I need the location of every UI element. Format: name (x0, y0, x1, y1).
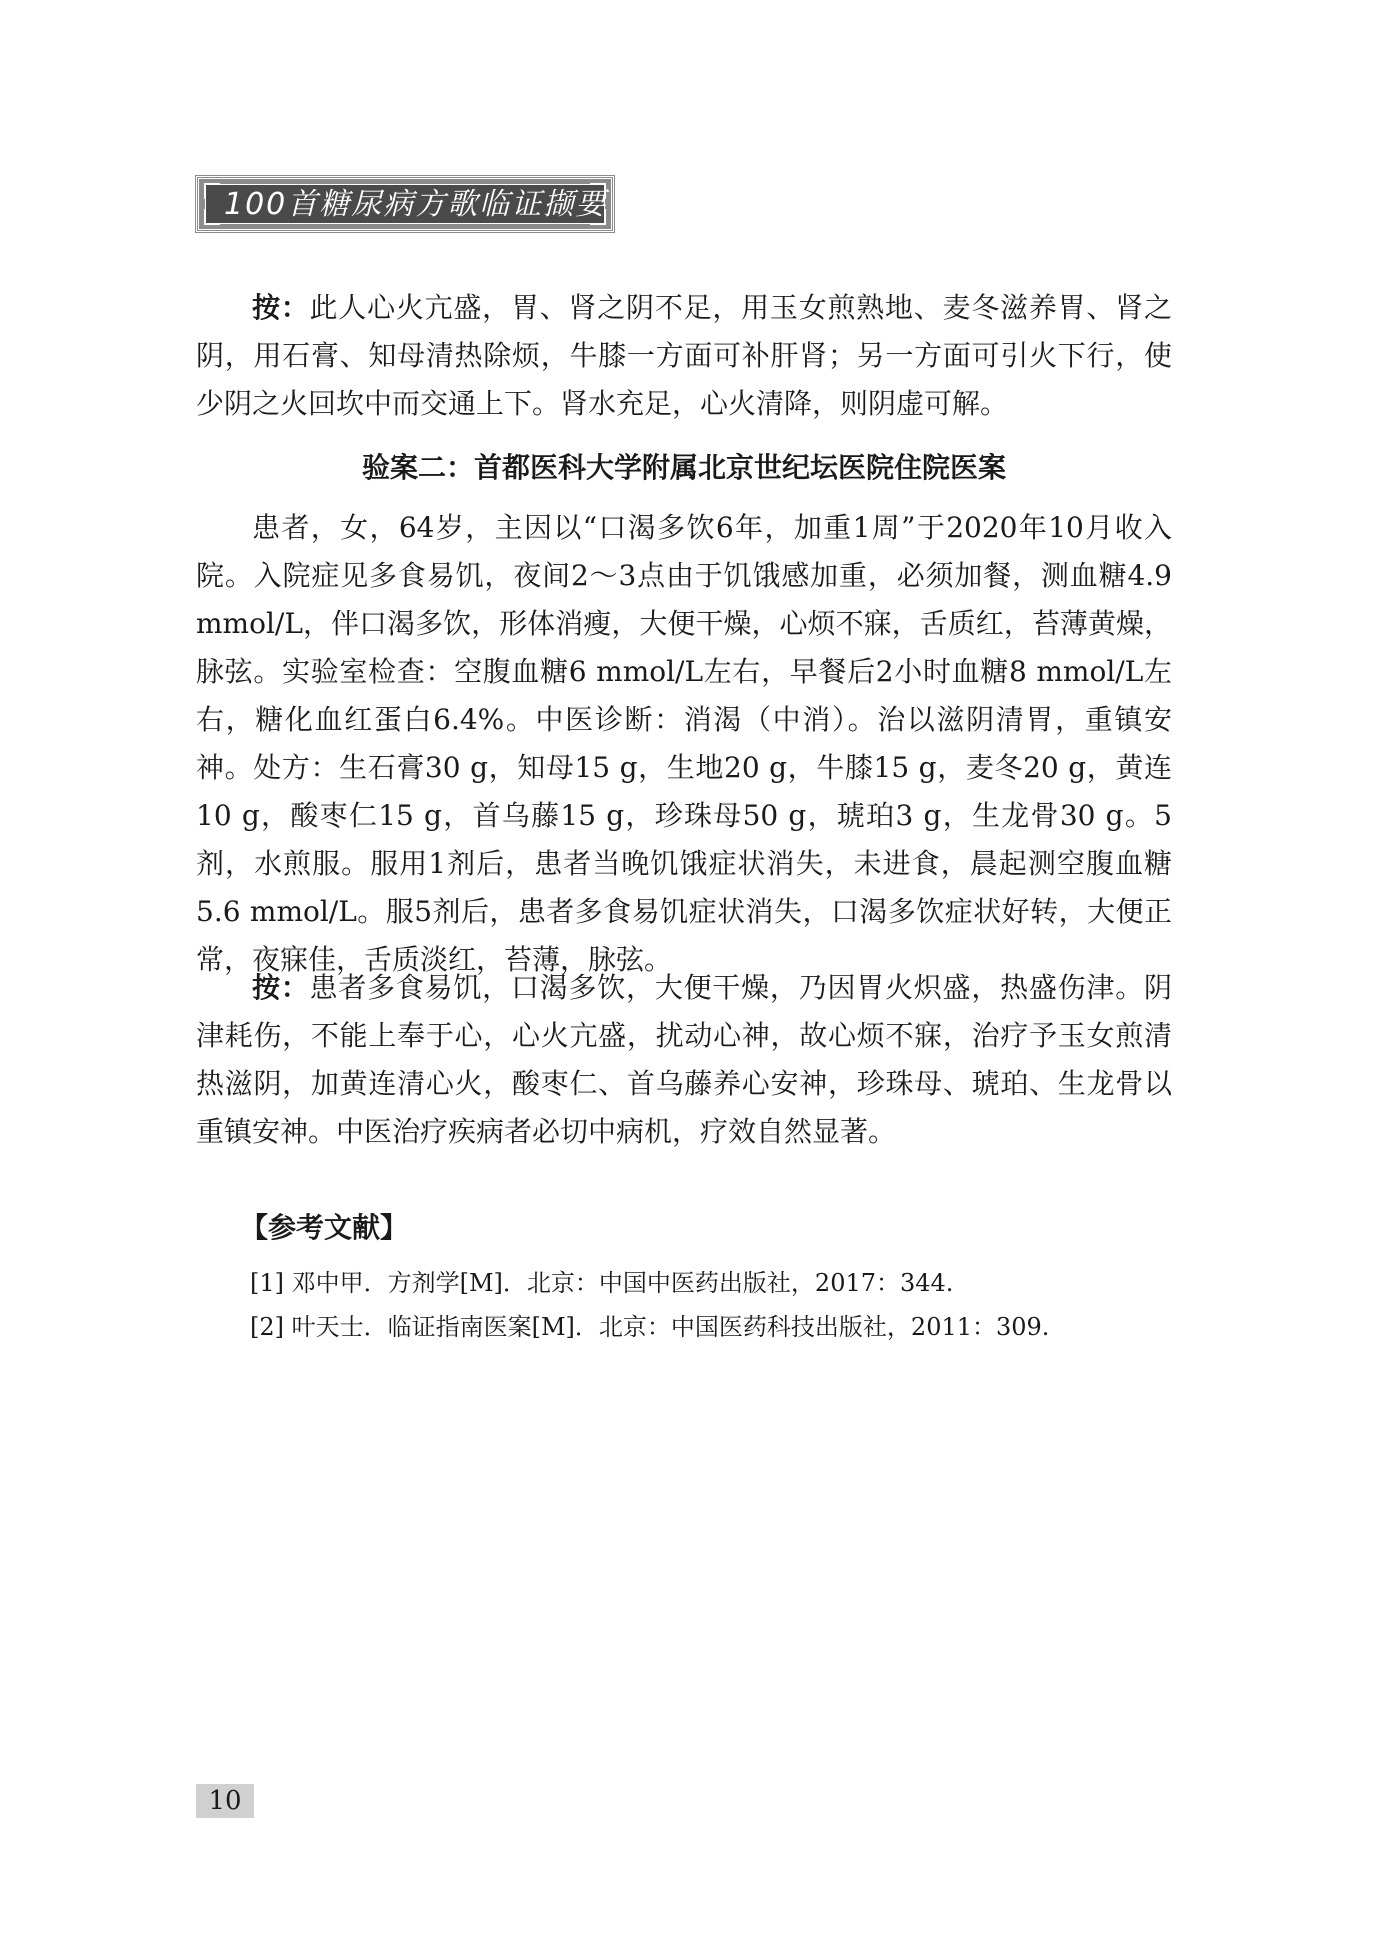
case-paragraph: 患者，女，64岁，主因以“口渴多饮6年，加重1周”于2020年10月收入院。入院症见多食易饥，夜间2～3点由于饥饿感加重，必须加餐，测血糖4.9 mmol/L，伴口渴多饮，形体消瘦，大便干燥，心烦不寐，舌质红，苔薄黄燥，脉弦。实验室检查：空腹血糖6 mmol/L左右，早餐后2小时血糖8 mmol/L左右，糖化血红蛋白6.4%。中医诊断：消渴（中消）。治以滋阴清胃，重镇安神。处方：生石膏30 g，知母15 g，生地20 g，牛膝15 g，麦冬20 g，黄连10 g，酸枣仁15 g，首乌藤15 g，珍珠母50 g，琥珀3 g，生龙骨30 g。5剂，水煎服。服用1剂后，患者当晚饥饿症状消失，未进食，晨起测空腹血糖5.6 mmol/L。服5剂后，患者多食易饥症状消失，口渴多饮症状好转，大便正常，夜寐佳，舌质淡红，苔薄，脉弦。 (196, 511, 1172, 976)
running-header-title: 100首糖尿病方歌临证撷要 (224, 187, 608, 222)
case-heading: 验案二：首都医科大学附属北京世纪坛医院住院医案 (361, 451, 1006, 484)
commentary-paragraph-2 (196, 964, 1172, 1156)
corner-ornament (204, 209, 220, 225)
references-heading: 【参考文献】 (240, 1211, 409, 1244)
commentary-lead: 按： (252, 971, 310, 1004)
reference-item: [2] 叶天士．临证指南医案[M]．北京：中国医药科技出版社，2011：309. (250, 1313, 1050, 1341)
commentary-paragraph-1 (196, 284, 1172, 428)
commentary-text: 此人心火亢盛，胃、肾之阴不足，用玉女煎熟地、麦冬滋养胃、肾之阴，用石膏、知母清热除烦，牛膝一方面可补肝肾；另一方面可引火下行，使少阴之火回坎中而交通上下。肾水充足，心火清降，则阴虚可解。 (196, 291, 1172, 420)
commentary-lead: 按： (252, 291, 310, 324)
running-header-banner (196, 176, 614, 232)
commentary-text: 患者多食易饥，口渴多饮，大便干燥，乃因胃火炽盛，热盛伤津。阴津耗伤，不能上奉于心，心火亢盛，扰动心神，故心烦不寐，治疗予玉女煎清热滋阴，加黄连清心火，酸枣仁、首乌藤养心安神，珍珠母、琥珀、生龙骨以重镇安神。中医治疗疾病者必切中病机，疗效自然显著。 (196, 971, 1172, 1148)
page-number: 10 (196, 1784, 254, 1818)
corner-ornament (204, 183, 220, 199)
reference-item: [1] 邓中甲．方剂学[M]．北京：中国中医药出版社，2017：344. (250, 1269, 954, 1297)
header-inner-frame (205, 184, 608, 224)
